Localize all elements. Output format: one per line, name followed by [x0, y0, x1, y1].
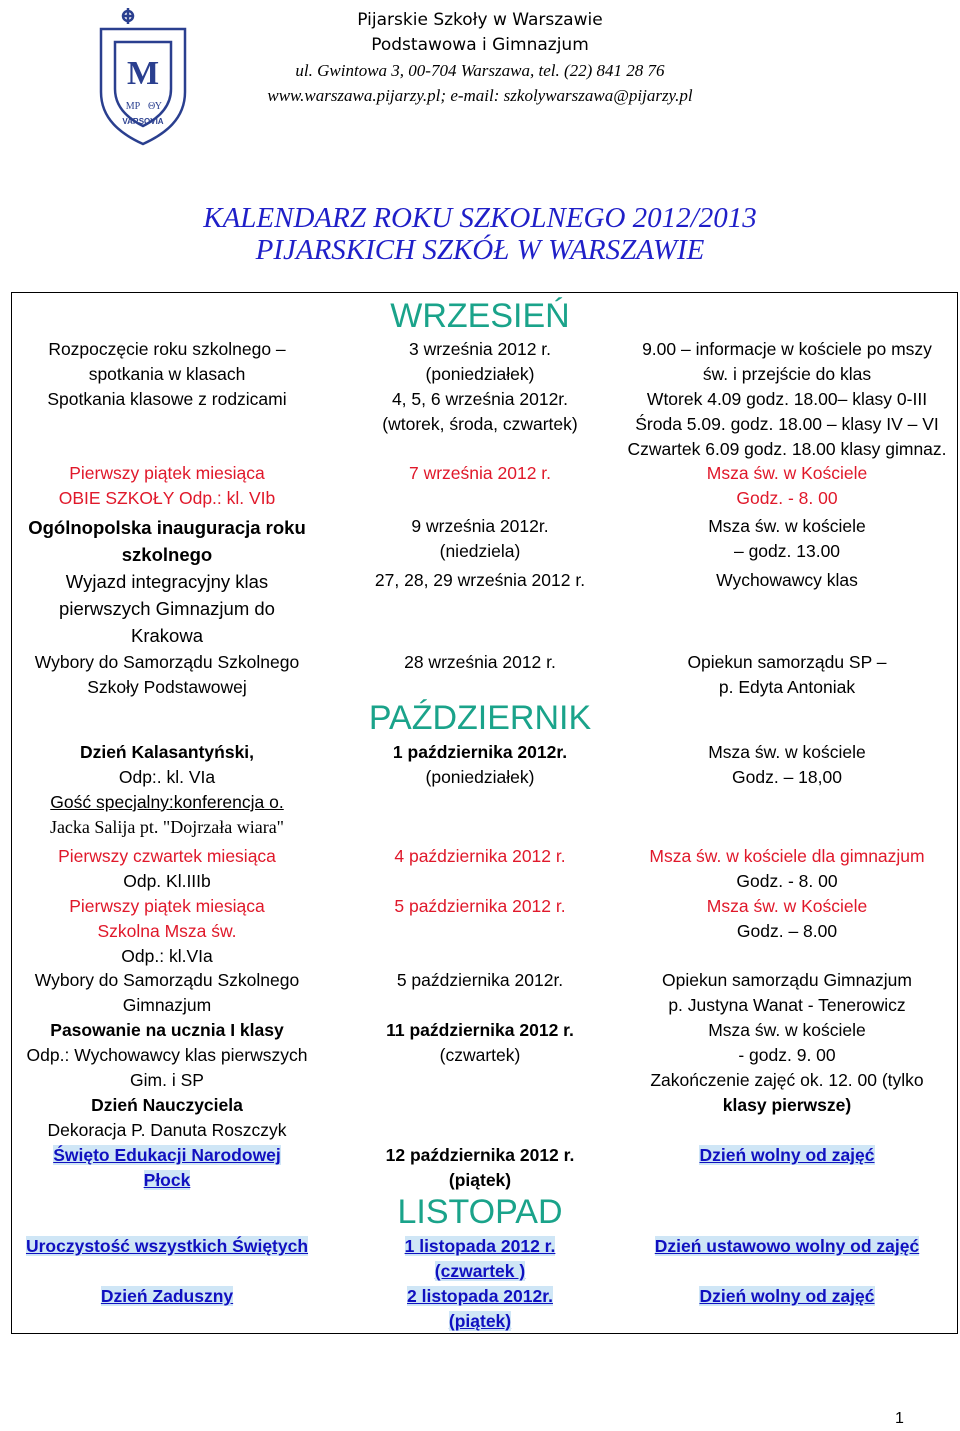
- event-link[interactable]: Dzień wolny od zajęć: [699, 1286, 875, 1306]
- school-name: Pijarskie Szkoły w Warszawie: [357, 10, 603, 30]
- school-logo: [78, 4, 208, 152]
- event-name: Wybory do Samorządu Szkolnego Szkoły Podstawowej: [34, 652, 300, 697]
- event-date: 3 września 2012 r. (poniedziałek): [408, 339, 552, 384]
- logo-city: VARSOVIA: [122, 117, 164, 126]
- event-details: Opiekun samorządu SP – p. Edyta Antoniak: [687, 652, 887, 697]
- month-october: PAŹDZIERNIK: [368, 699, 592, 737]
- event-link[interactable]: Płock: [143, 1170, 191, 1190]
- event-name: Dzień Kalasantyński, Odp:. kl. VIa Gość specjalny:konferencja o. Jacka Salija pt. "Dojrzała wiara": [49, 742, 285, 837]
- calendar-subtitle: PIJARSKICH SZKÓŁ W WARSZAWIE: [255, 234, 705, 266]
- event-details: [612, 1143, 960, 1168]
- school-header: [230, 8, 730, 108]
- event-name: Spotkania klasowe z rodzicami: [47, 389, 287, 409]
- event-name: Pierwszy piątek miesiąca OBIE SZKOŁY Odp.: kl. VIb: [58, 463, 276, 508]
- event-name: [14, 1143, 320, 1193]
- event-details: Msza św. w kościele Godz. – 18,00: [708, 742, 866, 787]
- event-date: 5 października 2012r.: [396, 970, 564, 990]
- event-date: 5 października 2012 r.: [394, 896, 566, 916]
- event-date: 27, 28, 29 września 2012 r.: [374, 570, 586, 590]
- event-details: Msza św. w Kościele Godz. - 8. 00: [706, 463, 868, 508]
- event-details: Msza św. w kościele dla gimnazjum Godz. - 8. 00: [649, 846, 925, 891]
- event-name: Pierwszy piątek miesiąca Szkolna Msza św. Odp.: kl.VIa: [69, 896, 265, 966]
- event-date: 9 września 2012r. (niedziela): [411, 516, 549, 561]
- month-september: WRZESIEŃ: [390, 297, 570, 335]
- event-details: Msza św. w Kościele Godz. – 8.00: [706, 896, 868, 941]
- calendar-title: KALENDARZ ROKU SZKOLNEGO 2012/2013: [203, 202, 757, 234]
- event-name: Rozpoczęcie roku szkolnego – spotkania w klasach: [48, 339, 286, 384]
- logo-oy: ΘΥ: [148, 101, 162, 112]
- event-link[interactable]: Dzień wolny od zajęć: [699, 1145, 875, 1165]
- event-name: Ogólnopolska inauguracja roku szkolnego: [28, 517, 306, 565]
- event-link[interactable]: Dzień ustawowo wolny od zajęć: [654, 1236, 920, 1256]
- event-details: Wychowawcy klas: [716, 570, 858, 590]
- email-link[interactable]: szkolywarszawa@pijarzy.pl: [503, 86, 693, 105]
- school-contacts: [230, 83, 730, 108]
- event-link[interactable]: Święto Edukacji Narodowej: [53, 1145, 281, 1165]
- event-date: [330, 1284, 630, 1334]
- event-date: 1 października 2012r. (poniedziałek): [392, 742, 568, 787]
- event-date: 12 października 2012 r. (piątek): [385, 1145, 575, 1190]
- logo-mp: MP: [125, 101, 141, 112]
- event-date: 7 września 2012 r.: [408, 463, 552, 483]
- event-date: 4 października 2012 r.: [394, 846, 566, 866]
- event-details: Opiekun samorządu Gimnazjum p. Justyna Wanat - Tenerowicz: [662, 970, 912, 1015]
- school-type: Podstawowa i Gimnazjum: [371, 35, 589, 55]
- event-name: Wybory do Samorządu Szkolnego Gimnazjum: [34, 970, 300, 1015]
- event-name: [14, 1234, 320, 1259]
- event-link[interactable]: (czwartek ): [434, 1261, 526, 1281]
- event-details: 9.00 – informacje w kościele po mszy św. i przejście do klas: [642, 339, 932, 384]
- contact-separator: ; e-mail:: [440, 86, 504, 105]
- website-link[interactable]: www.warszawa.pijarzy.pl: [267, 86, 441, 105]
- event-link[interactable]: Uroczystość wszystkich Świętych: [25, 1236, 309, 1256]
- event-date: [330, 1234, 630, 1284]
- event-link[interactable]: 2 listopada 2012r.: [407, 1286, 553, 1306]
- event-link[interactable]: Dzień Zaduszny: [100, 1286, 234, 1306]
- month-november: LISTOPAD: [397, 1193, 563, 1231]
- event-name: Pasowanie na ucznia I klasy Odp.: Wychowawcy klas pierwszych Gim. i SP Dzień Nauczyciela Dekoracja P. Danuta Roszczyk: [26, 1020, 308, 1140]
- event-link[interactable]: (piątek): [448, 1311, 512, 1331]
- school-address: ul. Gwintowa 3, 00-704 Warszawa, tel. (22) 841 28 76: [295, 61, 665, 80]
- event-name: [14, 1284, 320, 1309]
- event-details: Msza św. w kościele - godz. 9. 00 Zakończenie zajęć ok. 12. 00 (tylko klasy pierwsze): [650, 1020, 924, 1115]
- event-details: [612, 1284, 960, 1309]
- event-date: 4, 5, 6 września 2012r. (wtorek, środa, czwartek): [382, 389, 578, 434]
- event-date: 11 października 2012 r. (czwartek): [386, 1020, 574, 1065]
- event-name: Wyjazd integracyjny klas pierwszych Gimnazjum do Krakowa: [59, 571, 275, 646]
- event-details: Wtorek 4.09 godz. 18.00– klasy 0-III Środa 5.09. godz. 18.00 – klasy IV – VI Czwartek 6.09 godz. 18.00 klasy gimnaz.: [627, 389, 947, 459]
- logo-letters: M: [126, 55, 160, 92]
- event-details: Msza św. w kościele – godz. 13.00: [708, 516, 866, 561]
- event-name: Pierwszy czwartek miesiąca Odp. Kl.IIIb: [58, 846, 276, 891]
- page-number: 1: [895, 1410, 904, 1427]
- event-link[interactable]: 1 listopada 2012 r.: [404, 1236, 556, 1256]
- event-date: 28 września 2012 r.: [404, 652, 556, 672]
- event-details: [612, 1234, 960, 1259]
